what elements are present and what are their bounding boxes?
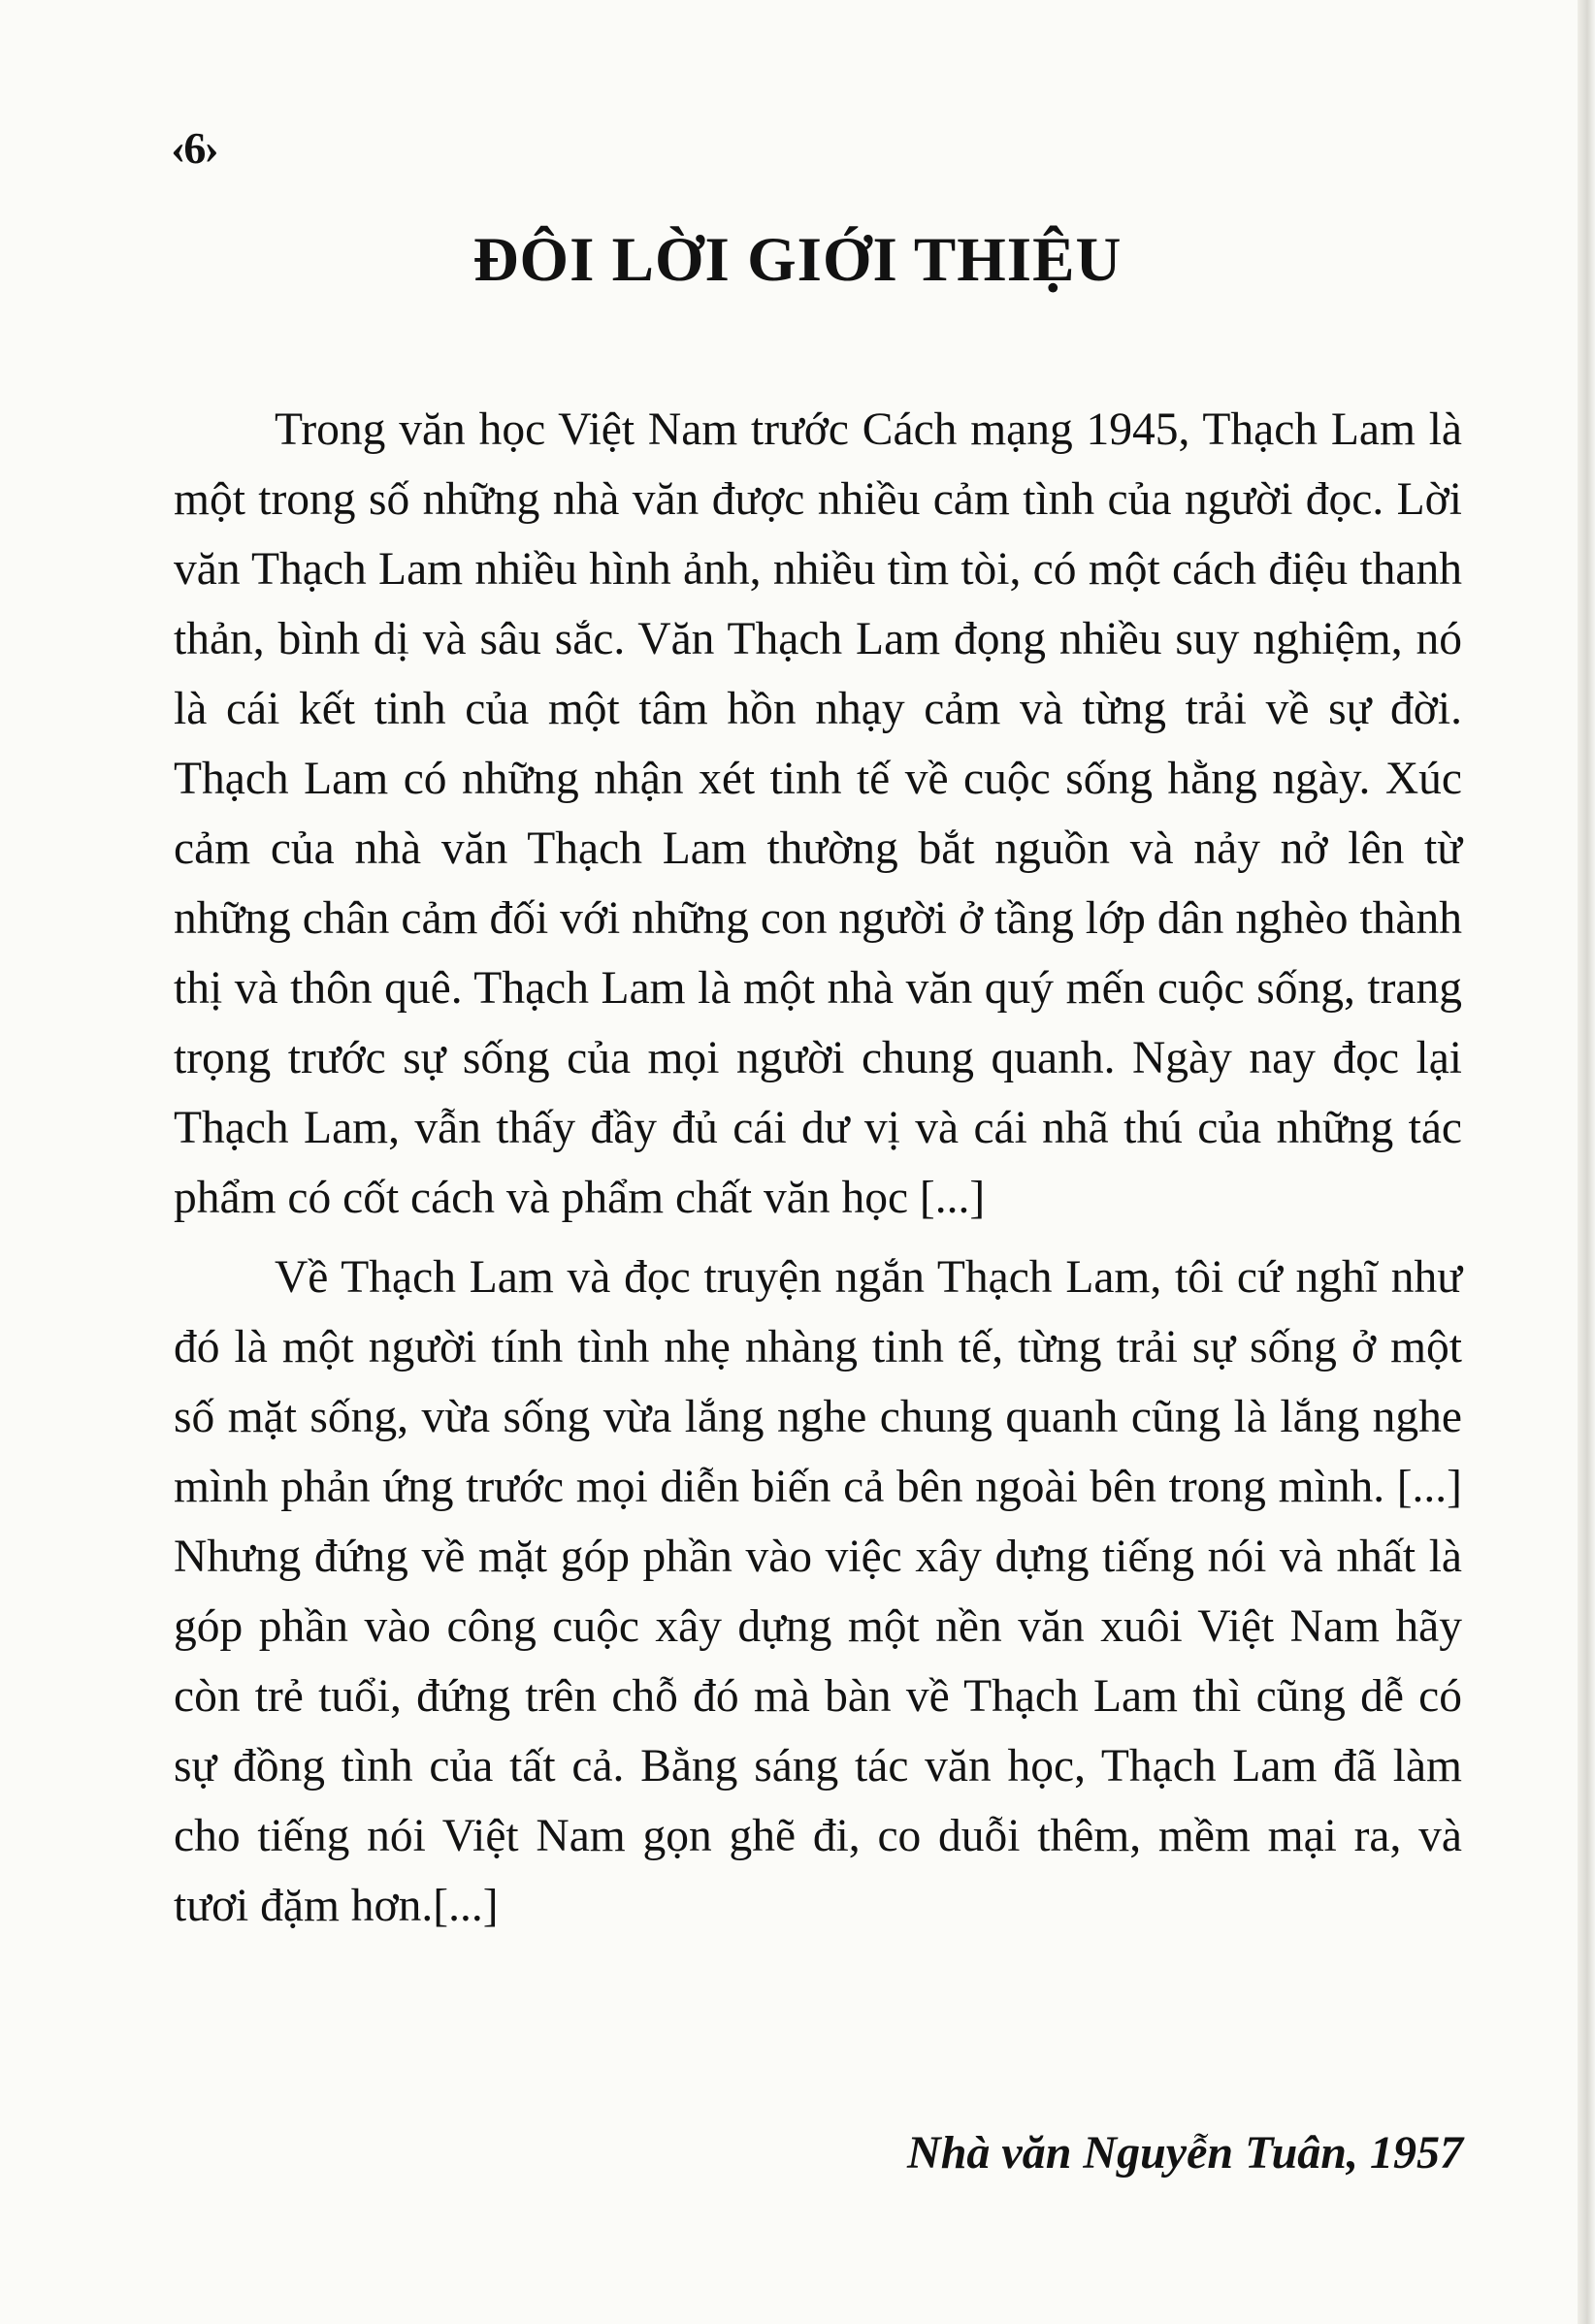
attribution: Nhà văn Nguyễn Tuân, 1957 [907, 2127, 1463, 2179]
page-number: ‹6› [171, 123, 217, 173]
paragraph-2: Về Thạch Lam và đọc truyện ngắn Thạch Lam, tôi cứ nghĩ như đó là một người tính tình nhẹ nhàng tinh tế, từng trải sự sống ở một số mặt sống, vừa sống vừa lắng nghe chung quanh cũng là lắng nghe mình phản ứng trước mọi diễn biến cả bên ngoài bên trong mình. [...] Nhưng đứng về mặt góp phần vào việc xây dựng tiếng nói và nhất là góp phần vào công cuộc xây dựng một nền văn xuôi Việt Nam hãy còn trẻ tuổi, đứng trên chỗ đó mà bàn về Thạch Lam thì cũng dễ có sự đồng tình của tất cả. Bằng sáng tác văn học, Thạch Lam đã làm cho tiếng nói Việt Nam gọn ghẽ đi, co duỗi thêm, mềm mại ra, và tươi đặm hơn.[...] [174, 1252, 1462, 1931]
page-edge-shadow [1578, 0, 1595, 2324]
body-text [174, 395, 1462, 1941]
page-title: ĐÔI LỜI GIỚI THIỆU [472, 225, 1123, 295]
paragraph-1: Trong văn học Việt Nam trước Cách mạng 1945, Thạch Lam là một trong số những nhà văn được nhiều cảm tình của người đọc. Lời văn Thạch Lam nhiều hình ảnh, nhiều tìm tòi, có một cách điệu thanh thản, bình dị và sâu sắc. Văn Thạch Lam đọng nhiều suy nghiệm, nó là cái kết tinh của một tâm hồn nhạy cảm và từng trải về sự đời. Thạch Lam có những nhận xét tinh tế về cuộc sống hằng ngày. Xúc cảm của nhà văn Thạch Lam thường bắt nguồn và nảy nở lên từ những chân cảm đối với những con người ở tầng lớp dân nghèo thành thị và thôn quê. Thạch Lam là một nhà văn quý mến cuộc sống, trang trọng trước sự sống của mọi người chung quanh. Ngày nay đọc lại Thạch Lam, vẫn thấy đầy đủ cái dư vị và cái nhã thú của những tác phẩm có cốt cách và phẩm chất văn học [...] [174, 404, 1462, 1223]
